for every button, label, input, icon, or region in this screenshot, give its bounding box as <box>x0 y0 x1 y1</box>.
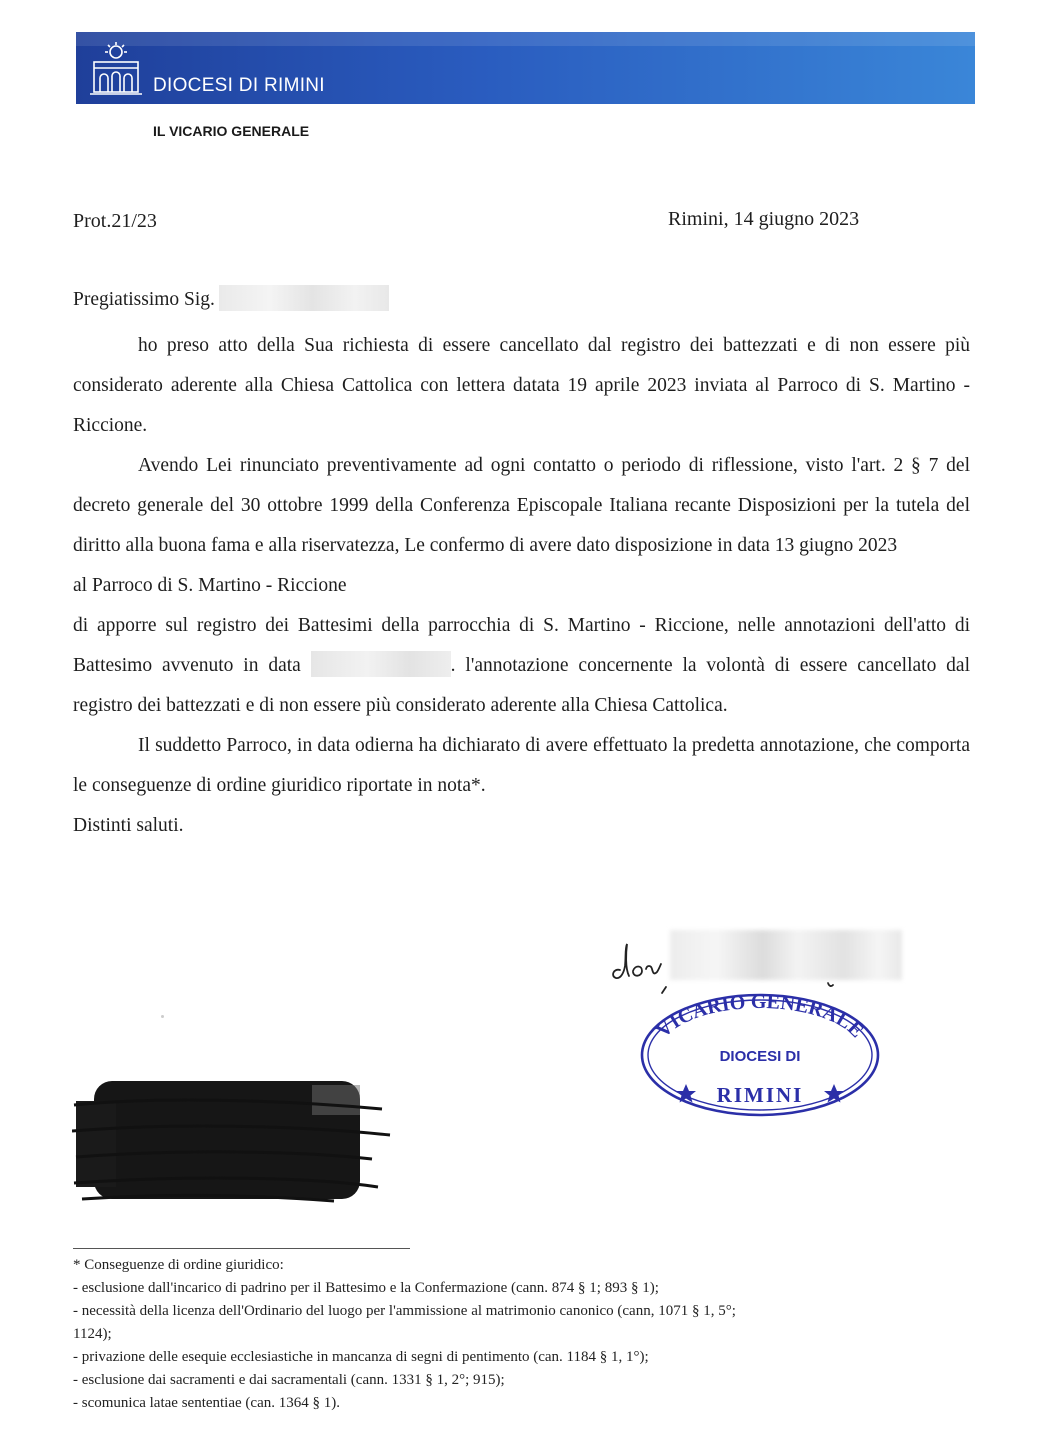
header-banner <box>76 32 975 104</box>
protocol-number: Prot.21/23 <box>73 210 157 232</box>
paragraph-1: ho preso atto della Sua richiesta di essere cancellato dal registro dei battezzati e di non essere più considerato aderente alla Chiesa Cattolica con lettera datata 19 aprile 2023 inviata al Parroco di S. Martino - Riccione. <box>73 335 970 436</box>
stamp-middle-text: DIOCESI DI <box>719 1048 801 1065</box>
diocese-name: DIOCESI DI RIMINI <box>153 75 325 96</box>
place-date: Rimini, 14 giugno 2023 <box>668 208 860 230</box>
footnote-item: - privazione delle esequie ecclesiastiche in mancanza di segni di pentimento (can. 1184 § 1, 1°); <box>73 1349 649 1365</box>
paragraph-2: Avendo Lei rinunciato preventivamente ad ogni contatto o periodo di riflessione, visto l'art. 2 § 7 del decreto generale del 30 ottobre 1999 della Conferenza Episcopale Italiana recante Disposizioni per la tutela del diritto alla buona fama e alla riservatezza, Le confermo di avere dato disposizione in data 13 giugno 2023 <box>73 455 970 556</box>
greeting: Pregiatissimo Sig. <box>73 289 215 310</box>
footnotes <box>73 1254 973 1415</box>
speck <box>161 1015 164 1018</box>
footnote-rule <box>73 1248 410 1249</box>
svg-text:VICARIO GENERALE <box>652 991 868 1042</box>
paragraph-3: al Parroco di S. Martino - Riccione <box>73 575 347 596</box>
banner-highlight <box>76 32 975 46</box>
closing: Distinti saluti. <box>73 815 184 836</box>
footnote-item: 1124); <box>73 1326 112 1342</box>
vicario-generale-stamp <box>638 990 883 1120</box>
paragraph-4-start: di apporre sul registro dei Battesimi della parrocchia di S. Martino - Riccione, nelle annotazioni dell'atto di Battesimo avvenuto in data <box>73 615 970 676</box>
paragraph-4-end: . l'annotazione concernente la volontà di essere cancellato dal registro dei battezzati e di non essere più considerato aderente alla Chiesa Cattolica. <box>73 655 971 716</box>
redacted-date <box>311 651 451 677</box>
footnote-item: - esclusione dall'incarico di padrino per il Battesimo e la Confermazione (cann. 874 § 1; 893 § 1); <box>73 1280 659 1296</box>
paragraph-5: Il suddetto Parroco, in data odierna ha dichiarato di avere effettuato la predetta annotazione, che comporta le conseguenze di ordine giuridico riportate in nota*. <box>73 735 970 796</box>
footnote-item: - scomunica latae sententiae (can. 1364 § 1). <box>73 1395 340 1411</box>
office-title: IL VICARIO GENERALE <box>153 123 310 139</box>
stamp-bottom-text: RIMINI <box>716 1083 804 1107</box>
letter-body <box>73 285 970 846</box>
paragraph-4 <box>73 606 970 726</box>
greeting-line <box>73 285 970 314</box>
diocese-crest-icon <box>88 40 144 98</box>
redacted-signature-name <box>670 930 902 980</box>
stamp-top-text: VICARIO GENERALE <box>652 990 868 1043</box>
redacted-name <box>219 285 389 311</box>
footnote-item: - esclusione dai sacramenti e dai sacramentali (cann. 1331 § 1, 2°; 915); <box>73 1372 505 1388</box>
footnote-title: * Conseguenze di ordine giuridico: <box>73 1257 284 1273</box>
footnote-item: - necessità della licenza dell'Ordinario del luogo per l'ammissione al matrimonio canonico (cann, 1071 § 1, 5°; <box>73 1303 736 1319</box>
redacted-block <box>72 1075 392 1205</box>
